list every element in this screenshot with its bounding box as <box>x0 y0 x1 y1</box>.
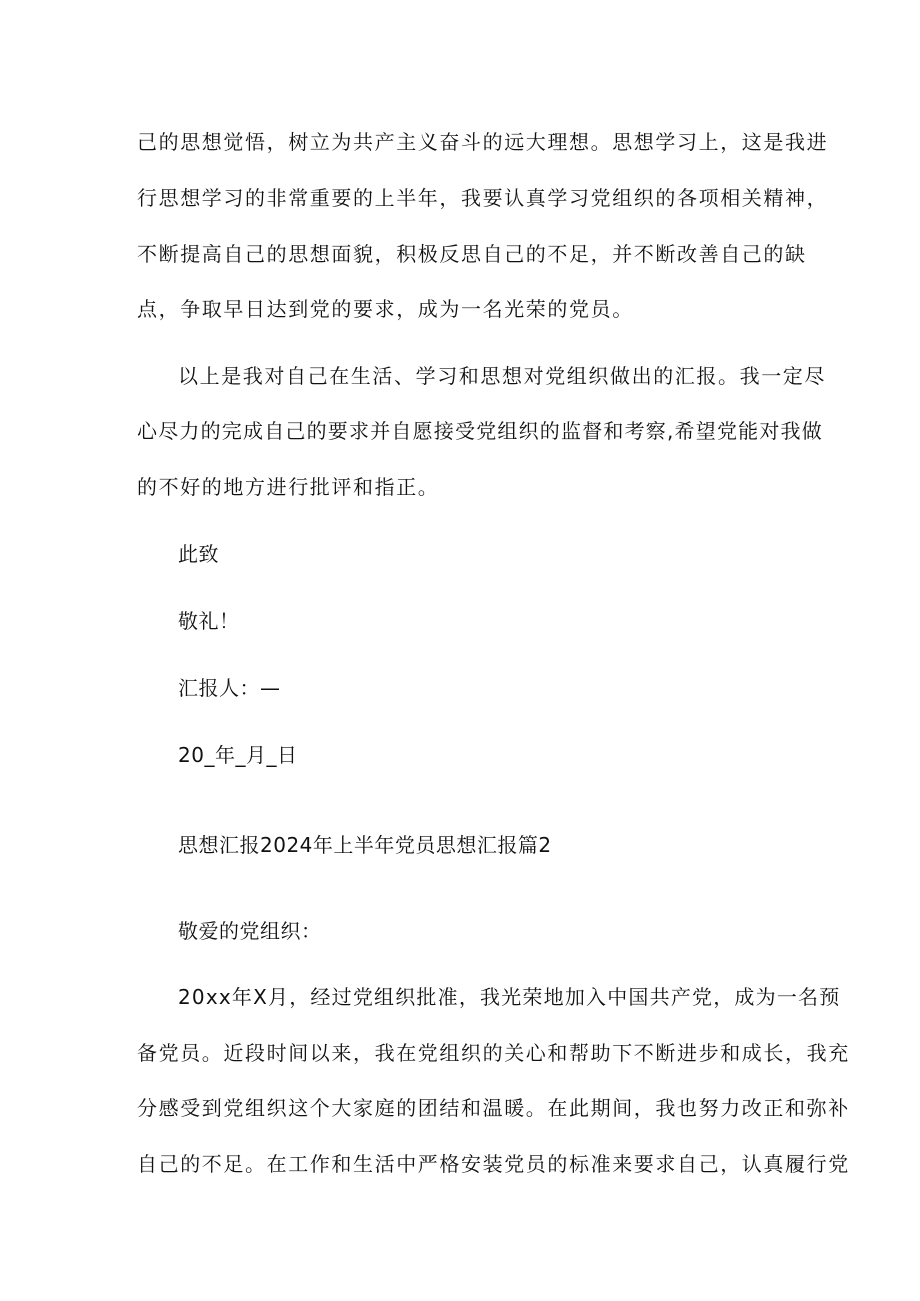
respect-closing: 敬礼！ <box>178 609 240 633</box>
paragraph-1-line-2: 行思想学习的非常重要的上半年，我要认真学习党组织的各项相关精神， <box>137 186 829 210</box>
reporter-line: 汇报人：— <box>178 676 281 700</box>
greeting: 敬爱的党组织： <box>178 919 322 943</box>
paragraph-1-line-3: 不断提高自己的思想面貌，积极反思自己的不足，并不断改善自己的缺 <box>137 242 807 266</box>
date-line: 20_年_月_日 <box>178 743 298 767</box>
paragraph-3-line-4: 自己的不足。在工作和生活中严格安装党员的标准来要求自己，认真履行党 <box>137 1152 850 1176</box>
paragraph-2-line-3: 的不好的地方进行批评和指正。 <box>137 475 440 499</box>
paragraph-3-line-1: 20xx年X月，经过党组织批准，我光荣地加入中国共产党，成为一名预 <box>178 985 841 1009</box>
paragraph-3-line-2: 备党员。近段时间以来，我在党组织的关心和帮助下不断进步和成长，我充 <box>137 1041 850 1065</box>
paragraph-2-line-2: 心尽力的完成自己的要求并自愿接受党组织的监督和考察,希望党能对我做 <box>137 419 823 443</box>
paragraph-1-line-4: 点，争取早日达到党的要求，成为一名光荣的党员。 <box>137 297 634 321</box>
paragraph-2-line-1: 以上是我对自己在生活、学习和思想对党组织做出的汇报。我一定尽 <box>178 364 826 388</box>
paragraph-3-line-3: 分感受到党组织这个大家庭的团结和温暖。在此期间，我也努力改正和弥补 <box>137 1096 850 1120</box>
section-title: 思想汇报2024年上半年党员思想汇报篇2 <box>178 833 552 857</box>
salutation: 此致 <box>178 542 219 566</box>
paragraph-1-line-1: 己的思想觉悟，树立为共产主义奋斗的远大理想。思想学习上，这是我进 <box>137 130 829 154</box>
